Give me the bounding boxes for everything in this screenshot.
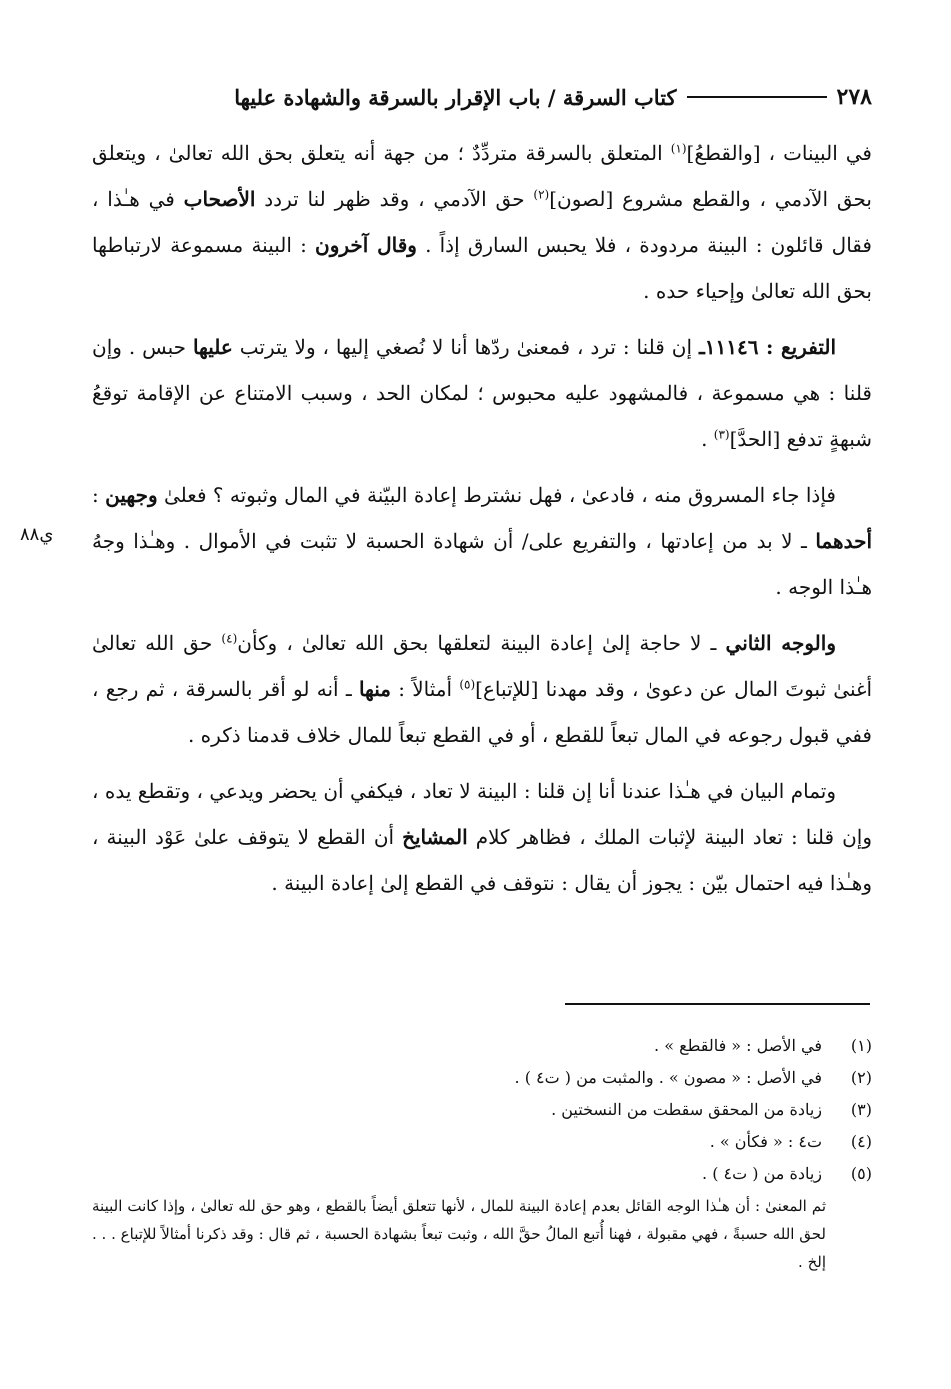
footnote-number: (٥) (850, 1164, 872, 1183)
header-title-group (92, 85, 837, 110)
text-run: : البينة مسموعة لارتباطها بحق الله تعالىٰ وإحياء حده . (92, 233, 872, 303)
footnote-text: ت٤ : « فكأن » . (709, 1132, 822, 1151)
text-run: . (701, 427, 714, 451)
footnote-5 (92, 1158, 872, 1190)
footnote-ref: (٣) (713, 427, 730, 442)
footnote-text: في الأصل : « مصون » . والمثبت من ( ت٤ ) . (514, 1068, 822, 1087)
text-run: حق الله تعالىٰ أغنىٰ ثبوتَ المال عن دعوىٰ ، وقد مهدنا [للإتباع] (92, 631, 872, 701)
bold-term: والوجه الثاني (725, 631, 836, 655)
footnote-ref: (١) (670, 141, 687, 156)
footnote-2 (92, 1062, 872, 1094)
text-run: أمثالاً : (391, 677, 460, 701)
paragraph-1 (92, 130, 872, 314)
footnote-commentary: ثم المعنىٰ : أن هـٰذا الوجه القائل بعدم إعادة البينة للمال ، لأنها تتعلق أيضاً بالقطع ، وهو حق لله تعالىٰ ، وإذا كانت البينة لحق الله حسبةً ، فهي مقبولة ، فهنا أُتبع المالُ حقَّ الله ، وثبت تبعاً بشهادة الحسبة ، ثم قال : وقد ذكرنا أمثالاً للإتباع . . . إلخ . (92, 1197, 826, 1271)
text-run: حق الآدمي ، وقد ظهر لنا تردد (255, 187, 534, 211)
footnote-number: (٣) (850, 1100, 872, 1119)
text-run: وتمام البيان في هـٰذا عندنا أنا إن قلنا : البينة لا تعاد ، فيكفي أن يحضر ويدعي ، وتقطع يده ، وإن قلنا : تعاد البينة لإثبات الملك ، فظاهر كلام (92, 779, 872, 849)
footnote-ref: (٥) (459, 677, 476, 692)
text-run: حبس . وإن قلنا : هي مسموعة ، فالمشهود عليه محبوس ؛ لمكان الحد ، وسبب الامتناع عن الإقامة توقعُ شبهةٍ تدفع [الحدَّ] (92, 335, 872, 451)
bold-term: الأصحاب (183, 187, 256, 211)
bold-term: منها (358, 677, 391, 701)
text-run: إن قلنا : ترد ، فمعنىٰ ردّها أنا لا نُصغي إليها ، ولا يترتب (232, 335, 699, 359)
footnote-ref: (٢) (533, 187, 550, 202)
footnote-number: (٤) (850, 1132, 872, 1151)
header-rule (687, 96, 827, 98)
paragraph-2 (92, 324, 872, 462)
text-run: في هـٰذا ، فقال قائلون : البينة مردودة ، فلا يحبس السارق إذاً . (92, 187, 872, 257)
bold-term: وقال آخرون (315, 233, 417, 257)
paragraph-3 (92, 472, 872, 610)
paragraph-4 (92, 620, 872, 758)
running-header (92, 80, 872, 114)
page-number: ٢٧٨ (836, 84, 872, 110)
text-run: : (92, 483, 106, 507)
footnotes (92, 1030, 872, 1276)
text-run: فإذا جاء المسروق منه ، فادعىٰ ، فهل نشترط إعادة البيّنة في المال وثبوته ؟ فعلىٰ (157, 483, 836, 507)
text-run: أن القطع لا يتوقف علىٰ عَوْد البينة ، وهـٰذا فيه احتمال بيّن : يجوز أن يقال : نتوقف في القطع إلىٰ إعادة البينة . (92, 825, 872, 895)
footnote-4 (92, 1126, 872, 1158)
paragraph-5 (92, 768, 872, 906)
main-text (92, 130, 872, 916)
bold-term: التفريع : ١١١٤٦ـ (698, 335, 837, 359)
text-run: ـ لا حاجة إلىٰ إعادة البينة لتعلقها بحق الله تعالىٰ ، وكأن (237, 631, 726, 655)
header-title: كتاب السرقة / باب الإقرار بالسرقة والشهادة عليها (234, 84, 677, 110)
footnote-text: زيادة من ( ت٤ ) . (702, 1164, 822, 1183)
bold-term: المشايخ (402, 825, 468, 849)
bold-term: وجهين (105, 483, 158, 507)
text-run: في البينات ، [والقطعُ] (686, 141, 872, 165)
text-run: المتعلق بالسرقة متردِّدٌ ؛ من جهة أنه يتعلق بحق الله تعالىٰ ، ويتعلق بحق الآدمي ، والقطع مشروع [لصون] (92, 141, 872, 211)
footnote-1 (92, 1030, 872, 1062)
text-run: ـ أنه لو أقر بالسرقة ، ثم رجع ، ففي قبول رجوعه في المال تبعاً للقطع ، أو في القطع تبعاً للمال خلاف قدمنا ذكره . (92, 677, 872, 747)
bold-term: أحدهما (815, 529, 872, 553)
footnote-number: (١) (850, 1036, 872, 1055)
footnote-separator (565, 1003, 870, 1005)
footnote-3 (92, 1094, 872, 1126)
margin-manuscript-ref: ي٨٨ (20, 524, 54, 545)
footnote-text: في الأصل : « فالقطع » . (654, 1036, 822, 1055)
footnote-number: (٢) (850, 1068, 872, 1087)
footnote-text: زيادة من المحقق سقطت من النسختين . (551, 1100, 822, 1119)
text-run: ـ لا بد من إعادتها ، والتفريع على/ أن شهادة الحسبة لا تثبت في الأموال . وهـٰذا وجهُ هـٰذا الوجه . (92, 529, 872, 599)
footnote-ref: (٤) (221, 631, 238, 646)
bold-term: عليها (192, 335, 233, 359)
